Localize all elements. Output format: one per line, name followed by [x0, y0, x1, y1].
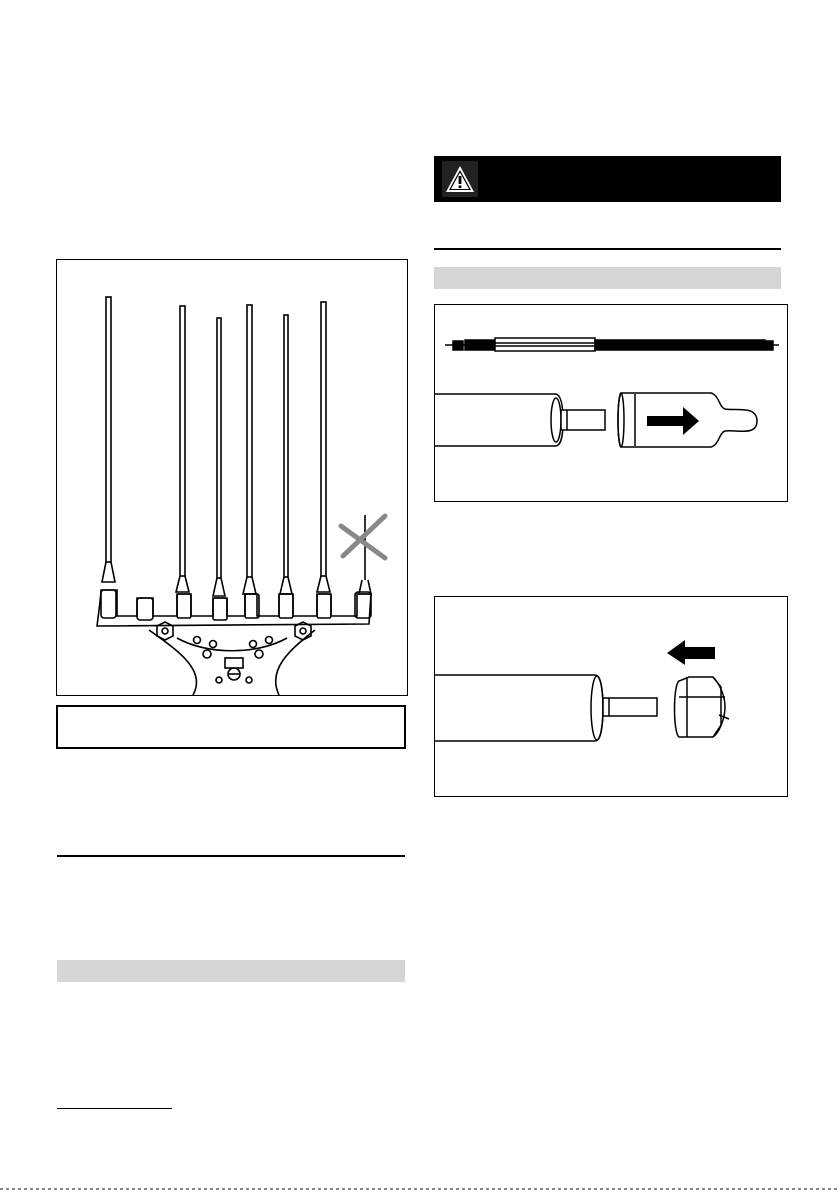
- figure-cylinder-cap: [434, 304, 788, 502]
- warning-banner: [434, 156, 781, 202]
- section-band-right: [434, 267, 781, 289]
- section-rule-left: [57, 855, 405, 857]
- footnote-rule: [57, 1108, 172, 1109]
- arrow-left-icon: [667, 640, 715, 665]
- x-mark-icon: [341, 516, 385, 558]
- page-edge-dashes: [0, 1188, 840, 1190]
- figure-cylinder-adapter: [434, 596, 788, 797]
- cylinder-cap-illustration: [435, 305, 787, 501]
- arrow-right-icon: [647, 407, 699, 435]
- note-box: [56, 705, 406, 749]
- cylinder-adapter-illustration: [435, 597, 787, 796]
- figure-electrode-holder: [56, 259, 408, 696]
- section-rule-right: [434, 248, 781, 250]
- warning-triangle-icon: [442, 161, 478, 197]
- section-band-left: [57, 960, 405, 982]
- electrode-holder-illustration: [57, 260, 407, 695]
